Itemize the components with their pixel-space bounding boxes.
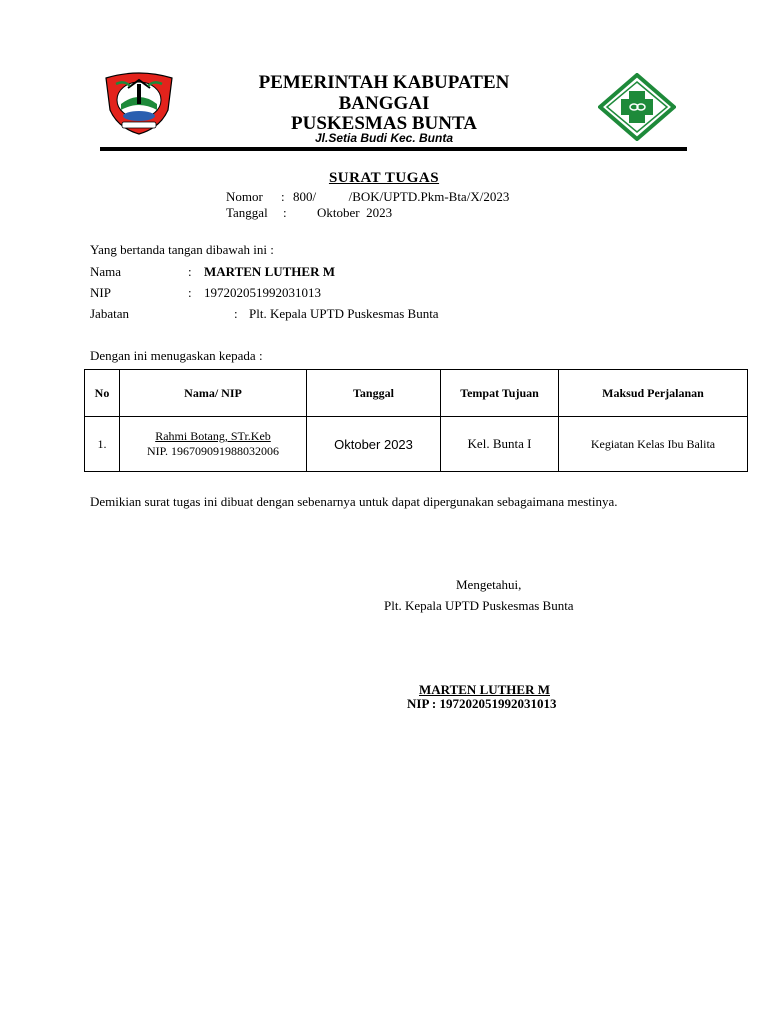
- kabupaten-emblem-icon: [104, 70, 174, 136]
- nip-colon: :: [188, 285, 192, 300]
- assignment-table: [84, 369, 748, 472]
- letterhead-divider: [100, 147, 687, 151]
- kop-regency: BANGGAI: [338, 93, 430, 114]
- cell-no: 1.: [85, 417, 120, 472]
- table-row: [85, 417, 748, 472]
- puskesmas-cross-icon: [598, 73, 676, 141]
- letter-title: SURAT TUGAS: [328, 170, 440, 186]
- cell-maksud: Kegiatan Kelas Ibu Balita: [559, 417, 748, 472]
- cell-nama-nip: [120, 417, 307, 472]
- assignment-intro: Dengan ini menugaskan kepada :: [90, 348, 263, 363]
- nama-colon: :: [188, 264, 192, 279]
- jabatan-colon: :: [234, 306, 238, 321]
- col-tanggal: Tanggal: [307, 370, 441, 417]
- jabatan-value: Plt. Kepala UPTD Puskesmas Bunta: [249, 306, 439, 321]
- col-nama-nip: Nama/ NIP: [120, 370, 307, 417]
- kop-address: Jl.Setia Budi Kec. Bunta: [314, 131, 454, 145]
- col-no: No: [85, 370, 120, 417]
- nomor-label: Nomor: [226, 189, 263, 204]
- nip-value: 197202051992031013: [204, 285, 321, 300]
- signature-name: MARTEN LUTHER M: [419, 682, 550, 697]
- nomor-value: 800/ /BOK/UPTD.Pkm-Bta/X/2023: [293, 189, 510, 204]
- kop-government: PEMERINTAH KABUPATEN: [258, 72, 510, 93]
- tanggal-value: Oktober 2023: [317, 205, 393, 220]
- col-tempat-tujuan: Tempat Tujuan: [441, 370, 559, 417]
- closing-statement: Demikian surat tugas ini dibuat dengan sebenarnya untuk dapat dipergunakan sebagaimana mestinya.: [90, 494, 618, 509]
- tanggal-colon: :: [283, 205, 287, 220]
- signature-nip: NIP : 197202051992031013: [407, 696, 557, 711]
- signatory-intro: Yang bertanda tangan dibawah ini :: [90, 242, 274, 257]
- nip-label: NIP: [90, 285, 111, 300]
- nama-label: Nama: [90, 264, 122, 279]
- acknowledged-label: Mengetahui,: [456, 577, 522, 592]
- cell-nip: NIP. 196709091988032006: [146, 444, 279, 458]
- cell-tempat: Kel. Bunta I: [441, 417, 559, 472]
- cell-nama: Rahmi Botang, STr.Keb: [155, 429, 271, 443]
- col-maksud-perjalanan: Maksud Perjalanan: [559, 370, 748, 417]
- table-header-row: [85, 370, 748, 417]
- tanggal-label: Tanggal: [226, 205, 268, 220]
- nomor-colon: :: [281, 189, 285, 204]
- signature-position: Plt. Kepala UPTD Puskesmas Bunta: [384, 598, 574, 613]
- jabatan-label: Jabatan: [90, 306, 129, 321]
- cell-tanggal: Oktober 2023: [307, 417, 441, 472]
- nama-value: MARTEN LUTHER M: [204, 264, 335, 279]
- kop-institution: PUSKESMAS BUNTA: [291, 113, 477, 134]
